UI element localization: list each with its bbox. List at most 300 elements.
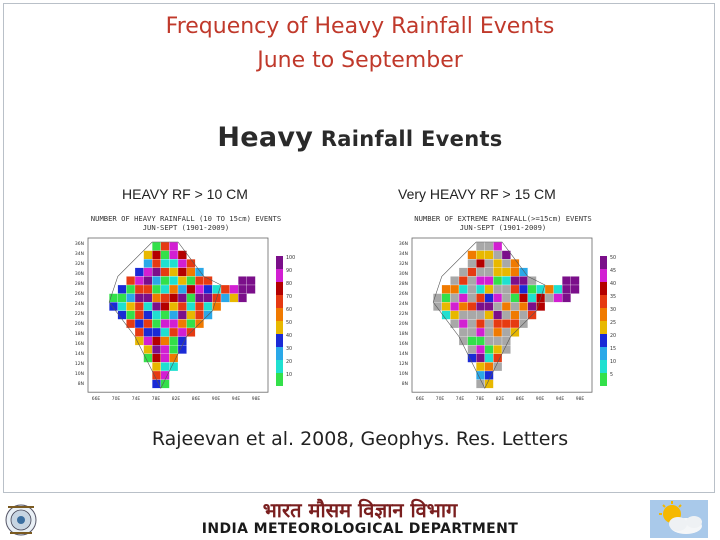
x-tick-label: 94E bbox=[555, 397, 565, 403]
y-tick-label: 28N bbox=[74, 282, 84, 287]
x-tick-label: 82E bbox=[495, 397, 505, 403]
grid-cell bbox=[476, 345, 485, 354]
x-tick-label: 78E bbox=[151, 397, 161, 403]
grid-cell bbox=[169, 294, 178, 303]
legend-value: 30 bbox=[286, 347, 293, 352]
grid-cell bbox=[178, 319, 187, 328]
legend-value: 25 bbox=[610, 321, 617, 326]
grid-cell bbox=[187, 311, 196, 320]
legend-swatch bbox=[600, 282, 607, 295]
grid-cell bbox=[144, 311, 153, 320]
legend-value: 10 bbox=[610, 360, 617, 365]
imd-english-name: INDIA METEOROLOGICAL DEPARTMENT bbox=[201, 521, 519, 537]
x-tick-label: 86E bbox=[515, 397, 525, 403]
legend-value: 90 bbox=[286, 269, 293, 274]
legend-value: 50 bbox=[286, 321, 293, 326]
legend-swatch bbox=[276, 256, 283, 269]
legend-value: 40 bbox=[286, 334, 293, 339]
grid-cell bbox=[511, 311, 520, 320]
y-tick-label: 34N bbox=[398, 252, 408, 257]
grid-cell bbox=[144, 302, 153, 311]
grid-cell bbox=[442, 285, 451, 294]
legend-value: 70 bbox=[286, 295, 293, 300]
grid-cell bbox=[161, 311, 170, 320]
grid-cell bbox=[511, 302, 520, 311]
grid-cell bbox=[161, 294, 170, 303]
grid-cell bbox=[247, 276, 256, 285]
grid-cell bbox=[493, 302, 502, 311]
grid-cell bbox=[135, 294, 144, 303]
y-tick-label: 8N bbox=[77, 382, 84, 387]
grid-cell bbox=[161, 337, 170, 346]
grid-cell bbox=[468, 294, 477, 303]
y-tick-label: 18N bbox=[398, 332, 408, 337]
x-tick-label: 98E bbox=[251, 397, 261, 403]
grid-cell bbox=[126, 302, 135, 311]
grid-cell bbox=[450, 311, 459, 320]
y-tick-label: 34N bbox=[74, 252, 84, 257]
grid-cell bbox=[468, 311, 477, 320]
grid-cell bbox=[169, 302, 178, 311]
grid-cell bbox=[161, 251, 170, 260]
grid-cell bbox=[221, 285, 230, 294]
grid-cell bbox=[161, 319, 170, 328]
grid-cell bbox=[152, 319, 161, 328]
grid-cell bbox=[204, 276, 213, 285]
heading-heavy: Heavy bbox=[217, 122, 314, 153]
grid-cell bbox=[485, 242, 494, 251]
y-tick-label: 14N bbox=[74, 352, 84, 357]
grid-cell bbox=[528, 302, 537, 311]
grid-cell bbox=[144, 268, 153, 277]
legend-value: 15 bbox=[610, 347, 617, 352]
legend-value: 100 bbox=[286, 256, 296, 261]
grid-cell bbox=[161, 302, 170, 311]
legend-swatch bbox=[600, 347, 607, 360]
grid-cell bbox=[485, 337, 494, 346]
grid-cell bbox=[476, 251, 485, 260]
grid-cell bbox=[169, 259, 178, 268]
slide-title-line1: Frequency of Heavy Rainfall Events bbox=[165, 14, 555, 39]
panel-title-very-heavy: Very HEAVY RF > 15 CM bbox=[398, 186, 556, 202]
grid-cell bbox=[178, 276, 187, 285]
legend-value: 20 bbox=[286, 360, 293, 365]
map-title-heavy: NUMBER OF HEAVY RAINFALL (10 TO 15cm) EVENTS JUN-SEPT (1901-2009) bbox=[90, 214, 282, 232]
grid-cell bbox=[152, 380, 161, 389]
grid-cell bbox=[144, 337, 153, 346]
grid-cell bbox=[152, 302, 161, 311]
grid-cell bbox=[135, 311, 144, 320]
y-tick-label: 22N bbox=[398, 312, 408, 317]
legend-swatch bbox=[276, 334, 283, 347]
grid-cell bbox=[485, 319, 494, 328]
grid-cell bbox=[468, 302, 477, 311]
grid-cell bbox=[169, 354, 178, 363]
grid-cell bbox=[152, 371, 161, 380]
grid-cell bbox=[485, 294, 494, 303]
y-tick-label: 28N bbox=[398, 282, 408, 287]
grid-cell bbox=[493, 242, 502, 251]
citation: Rajeevan et al. 2008, Geophys. Res. Letters bbox=[151, 428, 569, 450]
grid-cell bbox=[247, 285, 256, 294]
y-tick-label: 32N bbox=[74, 262, 84, 267]
grid-cell bbox=[169, 319, 178, 328]
grid-cell bbox=[178, 337, 187, 346]
grid-cell bbox=[187, 285, 196, 294]
grid-cell bbox=[554, 285, 563, 294]
grid-cell bbox=[519, 276, 528, 285]
grid-cell bbox=[152, 354, 161, 363]
x-tick-label: 74E bbox=[455, 397, 465, 403]
grid-cell bbox=[169, 337, 178, 346]
y-tick-label: 24N bbox=[398, 302, 408, 307]
grid-cell bbox=[152, 251, 161, 260]
grid-cell bbox=[468, 285, 477, 294]
grid-cell bbox=[161, 362, 170, 371]
grid-cell bbox=[476, 259, 485, 268]
grid-cell bbox=[493, 319, 502, 328]
grid-cell bbox=[178, 311, 187, 320]
section-heading bbox=[0, 122, 720, 153]
y-tick-label: 20N bbox=[74, 322, 84, 327]
grid-cell bbox=[230, 294, 239, 303]
legend-swatch bbox=[276, 373, 283, 386]
grid-cell bbox=[493, 345, 502, 354]
x-tick-label: 66E bbox=[91, 397, 101, 403]
grid-cell bbox=[152, 276, 161, 285]
grid-cell bbox=[195, 276, 204, 285]
grid-cell bbox=[528, 285, 537, 294]
y-tick-label: 30N bbox=[398, 272, 408, 277]
grid-cell bbox=[476, 276, 485, 285]
legend-value: 20 bbox=[610, 334, 617, 339]
grid-cell bbox=[135, 302, 144, 311]
legend-value: 80 bbox=[286, 282, 293, 287]
grid-cell bbox=[476, 362, 485, 371]
grid-cell bbox=[152, 337, 161, 346]
grid-cell bbox=[459, 337, 468, 346]
grid-cell bbox=[476, 337, 485, 346]
grid-cell bbox=[169, 311, 178, 320]
grid-cell bbox=[195, 311, 204, 320]
grid-cell bbox=[195, 294, 204, 303]
legend-swatch bbox=[600, 360, 607, 373]
x-tick-label: 70E bbox=[435, 397, 445, 403]
grid-cell bbox=[485, 371, 494, 380]
grid-cell bbox=[468, 259, 477, 268]
grid-cell bbox=[450, 302, 459, 311]
grid-cell bbox=[476, 302, 485, 311]
y-tick-label: 12N bbox=[74, 362, 84, 367]
grid-cell bbox=[169, 362, 178, 371]
grid-cell bbox=[144, 251, 153, 260]
grid-cell bbox=[468, 276, 477, 285]
grid-cell bbox=[144, 328, 153, 337]
grid-cell bbox=[485, 380, 494, 389]
grid-cell bbox=[511, 294, 520, 303]
grid-cell bbox=[493, 362, 502, 371]
grid-cell bbox=[459, 319, 468, 328]
grid-cell bbox=[485, 362, 494, 371]
legend-swatch bbox=[276, 360, 283, 373]
legend-value: 30 bbox=[610, 308, 617, 313]
grid-cell bbox=[562, 294, 571, 303]
grid-cell bbox=[178, 302, 187, 311]
grid-cell bbox=[144, 276, 153, 285]
legend-swatch bbox=[600, 321, 607, 334]
grid-cell bbox=[161, 242, 170, 251]
legend-value: 35 bbox=[610, 295, 617, 300]
grid-cell bbox=[459, 302, 468, 311]
grid-cell bbox=[571, 285, 580, 294]
grid-cell bbox=[493, 251, 502, 260]
legend-value: 60 bbox=[286, 308, 293, 313]
grid-cell bbox=[485, 285, 494, 294]
grid-cell bbox=[511, 319, 520, 328]
grid-cell bbox=[493, 276, 502, 285]
grid-cell bbox=[476, 242, 485, 251]
grid-cell bbox=[459, 328, 468, 337]
grid-cell bbox=[485, 276, 494, 285]
y-tick-label: 16N bbox=[74, 342, 84, 347]
grid-cell bbox=[187, 319, 196, 328]
x-tick-label: 86E bbox=[191, 397, 201, 403]
x-tick-label: 66E bbox=[415, 397, 425, 403]
grid-cell bbox=[178, 259, 187, 268]
grid-cell bbox=[169, 251, 178, 260]
grid-cell bbox=[502, 259, 511, 268]
grid-cell bbox=[450, 294, 459, 303]
grid-cell bbox=[152, 328, 161, 337]
legend-value: 50 bbox=[610, 256, 617, 261]
grid-cell bbox=[144, 294, 153, 303]
y-tick-label: 10N bbox=[74, 372, 84, 377]
x-tick-label: 90E bbox=[211, 397, 221, 403]
grid-cell bbox=[468, 337, 477, 346]
legend-swatch bbox=[600, 256, 607, 269]
legend-swatch bbox=[600, 269, 607, 282]
grid-cell bbox=[152, 362, 161, 371]
grid-cell bbox=[144, 354, 153, 363]
grid-cell bbox=[571, 276, 580, 285]
grid-cell bbox=[485, 354, 494, 363]
grid-cell bbox=[161, 285, 170, 294]
grid-cell bbox=[152, 242, 161, 251]
heavy-rainfall-map bbox=[66, 234, 346, 410]
y-tick-label: 14N bbox=[398, 352, 408, 357]
grid-cell bbox=[459, 311, 468, 320]
grid-cell bbox=[187, 294, 196, 303]
y-tick-label: 26N bbox=[398, 292, 408, 297]
grid-cell bbox=[511, 268, 520, 277]
grid-cell bbox=[152, 268, 161, 277]
grid-cell bbox=[187, 276, 196, 285]
grid-cell bbox=[238, 276, 247, 285]
grid-cell bbox=[118, 302, 127, 311]
grid-cell bbox=[485, 251, 494, 260]
legend-swatch bbox=[600, 295, 607, 308]
grid-cell bbox=[178, 345, 187, 354]
grid-cell bbox=[187, 268, 196, 277]
y-tick-label: 24N bbox=[74, 302, 84, 307]
legend-swatch bbox=[276, 295, 283, 308]
grid-cell bbox=[152, 294, 161, 303]
grid-cell bbox=[502, 294, 511, 303]
grid-cell bbox=[493, 311, 502, 320]
grid-cell bbox=[178, 328, 187, 337]
grid-cell bbox=[554, 294, 563, 303]
sun-cloud-icon bbox=[650, 500, 708, 538]
x-tick-label: 78E bbox=[475, 397, 485, 403]
y-tick-label: 8N bbox=[401, 382, 408, 387]
grid-cell bbox=[169, 276, 178, 285]
grid-cell bbox=[459, 294, 468, 303]
grid-cell bbox=[126, 276, 135, 285]
grid-cell bbox=[493, 268, 502, 277]
legend-swatch bbox=[276, 269, 283, 282]
grid-cell bbox=[493, 337, 502, 346]
grid-cell bbox=[562, 285, 571, 294]
grid-cell bbox=[459, 268, 468, 277]
grid-cell bbox=[493, 354, 502, 363]
grid-cell bbox=[502, 345, 511, 354]
legend-swatch bbox=[600, 308, 607, 321]
legend-swatch bbox=[600, 334, 607, 347]
legend-swatch bbox=[276, 282, 283, 295]
legend-swatch bbox=[600, 373, 607, 386]
slide-title-line2: June to September bbox=[257, 48, 463, 73]
grid-cell bbox=[493, 328, 502, 337]
legend-value: 40 bbox=[610, 282, 617, 287]
x-tick-label: 74E bbox=[131, 397, 141, 403]
grid-cell bbox=[468, 319, 477, 328]
grid-cell bbox=[152, 311, 161, 320]
grid-cell bbox=[161, 371, 170, 380]
grid-cell bbox=[468, 268, 477, 277]
x-tick-label: 70E bbox=[111, 397, 121, 403]
grid-cell bbox=[161, 354, 170, 363]
grid-cell bbox=[493, 285, 502, 294]
grid-cell bbox=[161, 328, 170, 337]
grid-cell bbox=[152, 285, 161, 294]
grid-cell bbox=[238, 285, 247, 294]
grid-cell bbox=[468, 354, 477, 363]
extreme-rainfall-map bbox=[390, 234, 620, 410]
grid-cell bbox=[476, 328, 485, 337]
grid-cell bbox=[562, 276, 571, 285]
y-tick-label: 30N bbox=[74, 272, 84, 277]
grid-cell bbox=[450, 276, 459, 285]
x-tick-label: 82E bbox=[171, 397, 181, 403]
grid-cell bbox=[459, 276, 468, 285]
grid-cell bbox=[468, 328, 477, 337]
grid-cell bbox=[195, 302, 204, 311]
grid-cell bbox=[476, 354, 485, 363]
grid-cell bbox=[459, 285, 468, 294]
imd-hindi-name: भारत मौसम विज्ञान विभाग bbox=[262, 498, 458, 522]
grid-cell bbox=[204, 302, 213, 311]
grid-cell bbox=[519, 294, 528, 303]
grid-cell bbox=[545, 294, 554, 303]
legend-swatch bbox=[276, 347, 283, 360]
x-tick-label: 94E bbox=[231, 397, 241, 403]
grid-cell bbox=[126, 294, 135, 303]
grid-cell bbox=[195, 285, 204, 294]
grid-cell bbox=[135, 337, 144, 346]
grid-cell bbox=[442, 294, 451, 303]
grid-cell bbox=[169, 242, 178, 251]
grid-cell bbox=[118, 285, 127, 294]
grid-cell bbox=[476, 371, 485, 380]
grid-cell bbox=[238, 294, 247, 303]
legend-swatch bbox=[276, 321, 283, 334]
panel-title-heavy: HEAVY RF > 10 CM bbox=[122, 186, 248, 202]
legend-value: 45 bbox=[610, 269, 617, 274]
grid-cell bbox=[442, 302, 451, 311]
grid-cell bbox=[135, 319, 144, 328]
grid-cell bbox=[485, 311, 494, 320]
grid-cell bbox=[135, 276, 144, 285]
y-tick-label: 32N bbox=[398, 262, 408, 267]
grid-cell bbox=[511, 285, 520, 294]
grid-cell bbox=[476, 380, 485, 389]
grid-cell bbox=[476, 268, 485, 277]
grid-cell bbox=[519, 285, 528, 294]
grid-cell bbox=[178, 294, 187, 303]
x-tick-label: 98E bbox=[575, 397, 585, 403]
grid-cell bbox=[485, 259, 494, 268]
y-tick-label: 36N bbox=[74, 242, 84, 247]
grid-cell bbox=[493, 259, 502, 268]
y-tick-label: 26N bbox=[74, 292, 84, 297]
grid-cell bbox=[126, 311, 135, 320]
grid-cell bbox=[450, 285, 459, 294]
grid-cell bbox=[178, 268, 187, 277]
grid-cell bbox=[135, 285, 144, 294]
y-tick-label: 20N bbox=[398, 322, 408, 327]
grid-cell bbox=[135, 328, 144, 337]
grid-cell bbox=[187, 302, 196, 311]
y-tick-label: 10N bbox=[398, 372, 408, 377]
grid-cell bbox=[476, 319, 485, 328]
grid-cell bbox=[502, 285, 511, 294]
grid-cell bbox=[161, 345, 170, 354]
grid-cell bbox=[152, 345, 161, 354]
y-tick-label: 22N bbox=[74, 312, 84, 317]
grid-cell bbox=[152, 259, 161, 268]
grid-cell bbox=[204, 285, 213, 294]
grid-cell bbox=[511, 276, 520, 285]
grid-cell bbox=[502, 319, 511, 328]
grid-cell bbox=[161, 380, 170, 389]
legend-swatch bbox=[276, 308, 283, 321]
y-tick-label: 18N bbox=[74, 332, 84, 337]
grid-cell bbox=[502, 268, 511, 277]
y-tick-label: 12N bbox=[398, 362, 408, 367]
grid-cell bbox=[528, 294, 537, 303]
x-tick-label: 90E bbox=[535, 397, 545, 403]
grid-cell bbox=[502, 311, 511, 320]
grid-cell bbox=[161, 268, 170, 277]
grid-cell bbox=[468, 345, 477, 354]
map-title-extreme: NUMBER OF EXTREME RAINFALL(>=15cm) EVENTS JUN-SEPT (1901-2009) bbox=[414, 214, 592, 232]
grid-cell bbox=[519, 311, 528, 320]
heading-rest: Rainfall Events bbox=[313, 127, 503, 151]
grid-cell bbox=[135, 268, 144, 277]
grid-cell bbox=[161, 276, 170, 285]
legend-value: 10 bbox=[286, 373, 293, 378]
grid-cell bbox=[144, 345, 153, 354]
